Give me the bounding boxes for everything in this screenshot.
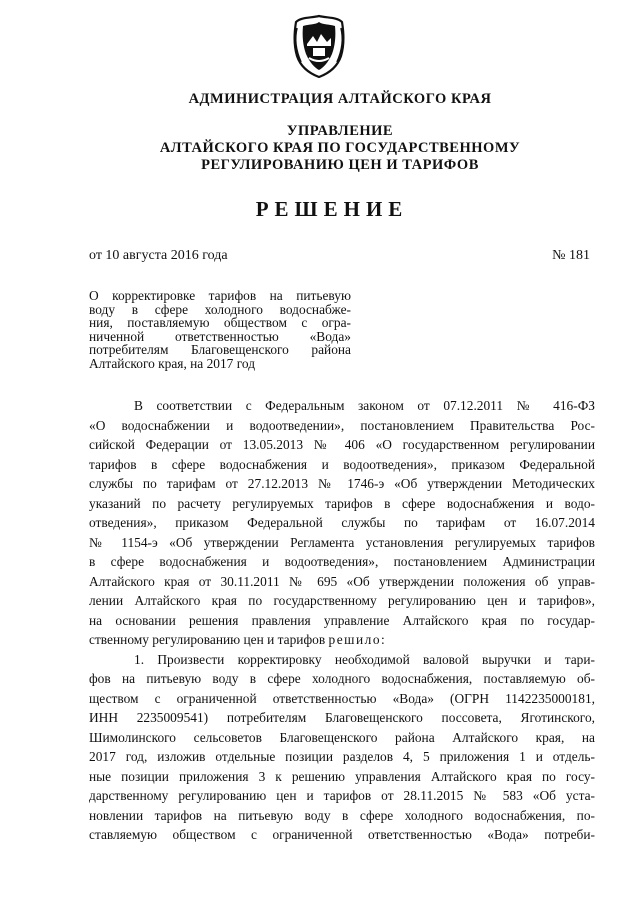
body-line: на основании решения правления управление Алтайского края по государ- bbox=[89, 612, 595, 628]
decision-number: № 181 bbox=[552, 248, 590, 263]
department-heading bbox=[20, 122, 640, 173]
body-line bbox=[89, 630, 595, 650]
subject-line: ния, поставляемую обществом с огра- bbox=[89, 315, 351, 330]
body-line: в сфере водоснабжения и водоотведения», постановлением Администрации bbox=[89, 554, 595, 569]
resolved-word: решило bbox=[328, 632, 382, 647]
colon: : bbox=[381, 632, 385, 647]
body-line: сийской Федерации от 13.05.2013 № 406 «О государственном регулировании bbox=[89, 437, 595, 452]
subject-line: потребителям Благовещенского района bbox=[89, 342, 351, 357]
body-line: ные позиции приложения 3 к решению управления Алтайского края по госу- bbox=[89, 768, 595, 784]
department-line: АЛТАЙСКОГО КРАЯ ПО ГОСУДАРСТВЕННОМУ bbox=[159, 140, 521, 156]
body-line: 1. Произвести корректировку необходимой валовой выручки и тари- bbox=[134, 651, 595, 667]
coat-of-arms-emblem bbox=[291, 14, 347, 78]
department-line: РЕГУЛИРОВАНИЮ ЦЕН И ТАРИФОВ bbox=[201, 157, 479, 173]
body-line: № 1154-э «Об утверждении Регламента установления регулируемых тарифов bbox=[89, 534, 595, 550]
body-line: В соответствии с Федеральным законом от 07.12.2011 № 416-ФЗ bbox=[134, 398, 595, 413]
body-line: отведения», приказом Федеральной службы по тарифам от 16.07.2014 bbox=[89, 515, 595, 530]
document-title: РЕШЕНИЕ bbox=[255, 197, 409, 221]
subject-line: О корректировке тарифов на питьевую bbox=[89, 288, 351, 303]
decision-date: от 10 августа 2016 года bbox=[89, 248, 228, 263]
body-line: Алтайского края от 30.11.2011 № 695 «Об утверждении положения об управ- bbox=[89, 573, 595, 589]
subject-line: Алтайского края, на 2017 год bbox=[89, 355, 256, 371]
body-line: лении Алтайского края по государственному регулированию цен и тарифов», bbox=[89, 593, 595, 608]
body-line: фов на питьевую воду в сфере холодного водоснабжения, поставляемую об- bbox=[89, 671, 595, 686]
administration-heading: АДМИНИСТРАЦИЯ АЛТАЙСКОГО КРАЯ bbox=[188, 91, 492, 107]
body-line: указаний по расчету регулируемых тарифов в сфере водоснабжения и водо- bbox=[89, 495, 595, 511]
decision-body bbox=[89, 396, 595, 845]
body-line: ставляемую обществом с ограниченной ответственностью «Вода» потреби- bbox=[89, 827, 595, 842]
body-line: «О водоснабжении и водоотведении», постановлением Правительства Рос- bbox=[89, 417, 595, 433]
body-line: 2017 год, изложив отдельные позиции разделов 4, 5 приложения 1 и отдель- bbox=[89, 749, 595, 764]
body-line: ществом с ограниченной ответственностью «Вода» (ОГРН 1142235000181, bbox=[89, 690, 595, 706]
subject-line: воду в сфере холодного водоснабже- bbox=[89, 301, 351, 317]
body-line: ИНН 2235009541) потребителям Благовещенского поссовета, Яготинского, bbox=[89, 710, 595, 725]
body-line-text: ственному регулированию цен и тарифов bbox=[89, 632, 326, 647]
body-line: дарственному регулированию цен и тарифов от 28.11.2015 № 583 «Об уста- bbox=[89, 788, 595, 803]
subject-line: ниченной ответственностью «Вода» bbox=[89, 328, 351, 344]
body-line: новлении тарифов на питьевую воду в сфере холодного водоснабжения, по- bbox=[89, 807, 595, 823]
department-line: УПРАВЛЕНИЕ bbox=[286, 123, 394, 139]
body-line: тарифов в сфере водоснабжения и водоотведения», приказом Федеральной bbox=[89, 456, 595, 472]
decision-subject bbox=[89, 289, 351, 370]
body-line: службы по тарифам от 27.12.2013 № 1746-э «Об утверждении Методических bbox=[89, 476, 595, 491]
body-line: Шимолинского сельсоветов Благовещенского района Алтайского края, на bbox=[89, 729, 595, 745]
